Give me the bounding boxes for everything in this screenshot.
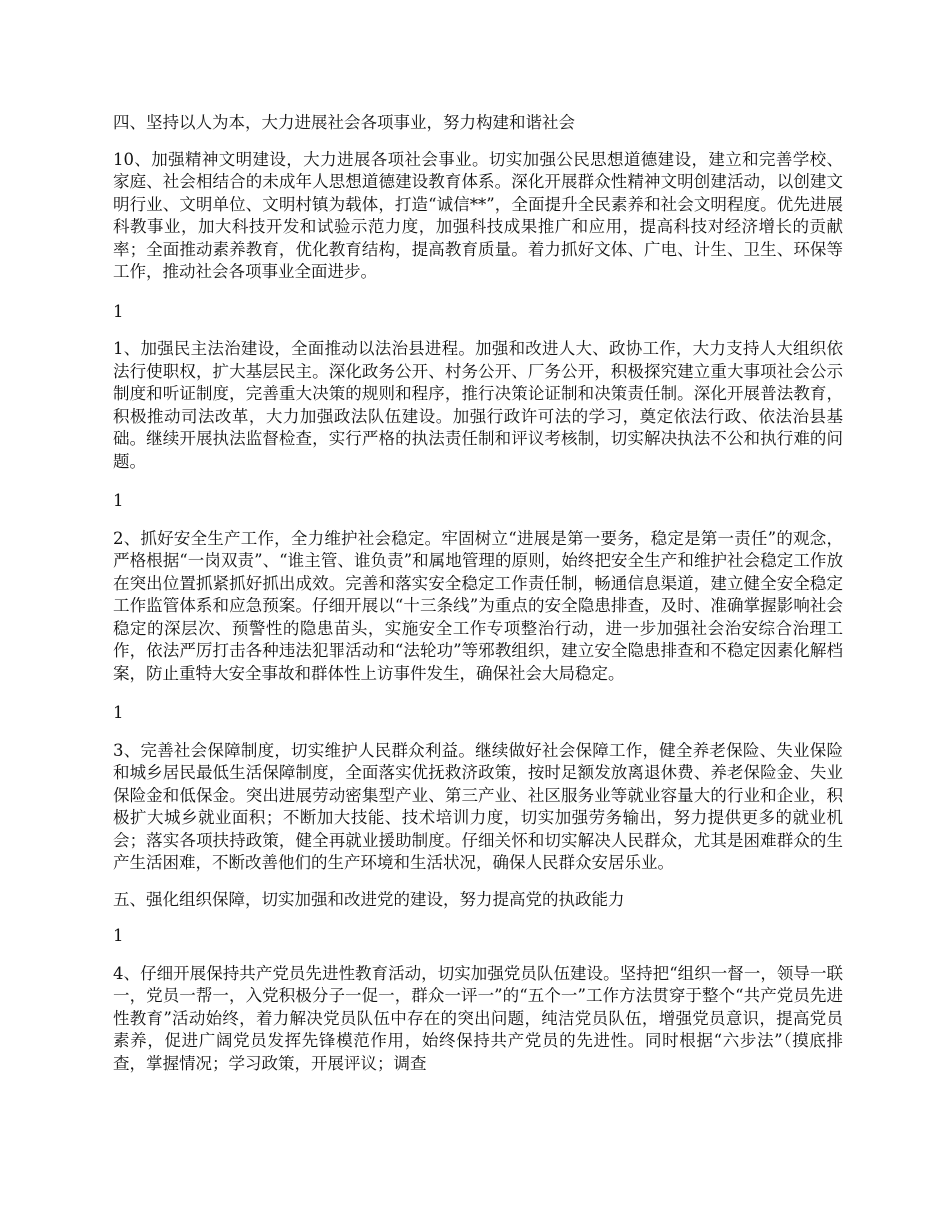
- body-paragraph: 1、加强民主法治建设，全面推动以法治县进程。加强和改进人大、政协工作，大力支持人大组织依法行使职权，扩大基层民主。深化政务公开、村务公开、厂务公开，积极探究建立重大事项社会公示制度和听证制度，完善重大决策的规则和程序，推行决策论证制和决策责任制。深化开展普法教育，积极推动司法改革，大力加强政法队伍建设。加强行政许可法的学习，奠定依法行政、依法治县基础。继续开展执法监督检查，实行严格的执法责任制和评议考核制，切实解决执法不公和执行难的问题。: [113, 339, 843, 471]
- body-paragraph: 10、加强精神文明建设，大力进展各项社会事业。切实加强公民思想道德建设，建立和完善学校、家庭、社会相结合的未成年人思想道德建设教育体系。深化开展群众性精神文明创建活动，以创建文明行业、文明单位、文明村镇为载体，打造“诚信**”，全面提升全民素养和社会文明程度。优先进展科教事业，加大科技开发和试验示范力度，加强科技成果推广和应用，提高科技对经济增长的贡献率；全面推动素养教育，优化教育结构，提高教育质量。着力抓好文体、广电、计生、卫生、环保等工作，推动社会各项事业全面进步。: [113, 149, 843, 281]
- page-number: 1: [113, 926, 124, 945]
- body-paragraph: 2、抓好安全生产工作，全力维护社会稳定。牢固树立“进展是第一要务，稳定是第一责任”的观念，严格根据“一岗双责”、“谁主管、谁负责”和属地管理的原则，始终把安全生产和维护社会稳定工作放在突出位置抓紧抓好抓出成效。完善和落实安全稳定工作责任制，畅通信息渠道，建立健全安全稳定工作监管体系和应急预案。仔细开展以“十三条线”为重点的安全隐患排查，及时、准确掌握影响社会稳定的深层次、预警性的隐患苗头，实施安全工作专项整治行动，进一步加强社会治安综合治理工作，依法严厉打击各种违法犯罪活动和“法轮功”等邪教组织，建立安全隐患排查和不稳定因素化解档案，防止重特大安全事故和群体性上访事件发生，确保社会大局稳定。: [113, 528, 843, 683]
- document-page: [113, 112, 843, 1092]
- page-number: 1: [113, 301, 124, 321]
- section-heading: 四、坚持以人为本，大力进展社会各项事业，努力构建和谐社会: [113, 113, 575, 132]
- section-heading: 五、强化组织保障，切实加强和改进党的建设，努力提高党的执政能力: [113, 889, 625, 909]
- body-paragraph: 3、完善社会保障制度，切实维护人民群众利益。继续做好社会保障工作，健全养老保险、失业保险和城乡居民最低生活保障制度，全面落实优抚救济政策，按时足额发放离退休费、养老保险金、失业保险金和低保金。突出进展劳动密集型产业、第三产业、社区服务业等就业容量大的行业和企业，积极扩大城乡就业面积；不断加大技能、技术培训力度，切实加强劳务输出，努力提供更多的就业机会；落实各项扶持政策，健全再就业援助制度。仔细关怀和切实解决人民群众，尤其是困难群众的生产生活困难，不断改善他们的生产环境和生活状况，确保人民群众安居乐业。: [113, 740, 843, 872]
- page-number: 1: [113, 491, 124, 510]
- body-paragraph: 4、仔细开展保持共产党员先进性教育活动，切实加强党员队伍建设。坚持把“组织一督一，领导一联一，党员一帮一，入党积极分子一促一，群众一评一”的“五个一”工作方法贯穿于整个“共产党员先进性教育”活动始终，着力解决党员队伍中存在的突出问题，纯洁党员队伍，增强党员意识，提高党员素养，促进广阔党员发挥先锋模范作用，始终保持共产党员的先进性。同时根据“六步法”（摸底排查，掌握情况；学习政策，开展评议；调查: [113, 963, 843, 1073]
- page-number: 1: [113, 703, 124, 722]
